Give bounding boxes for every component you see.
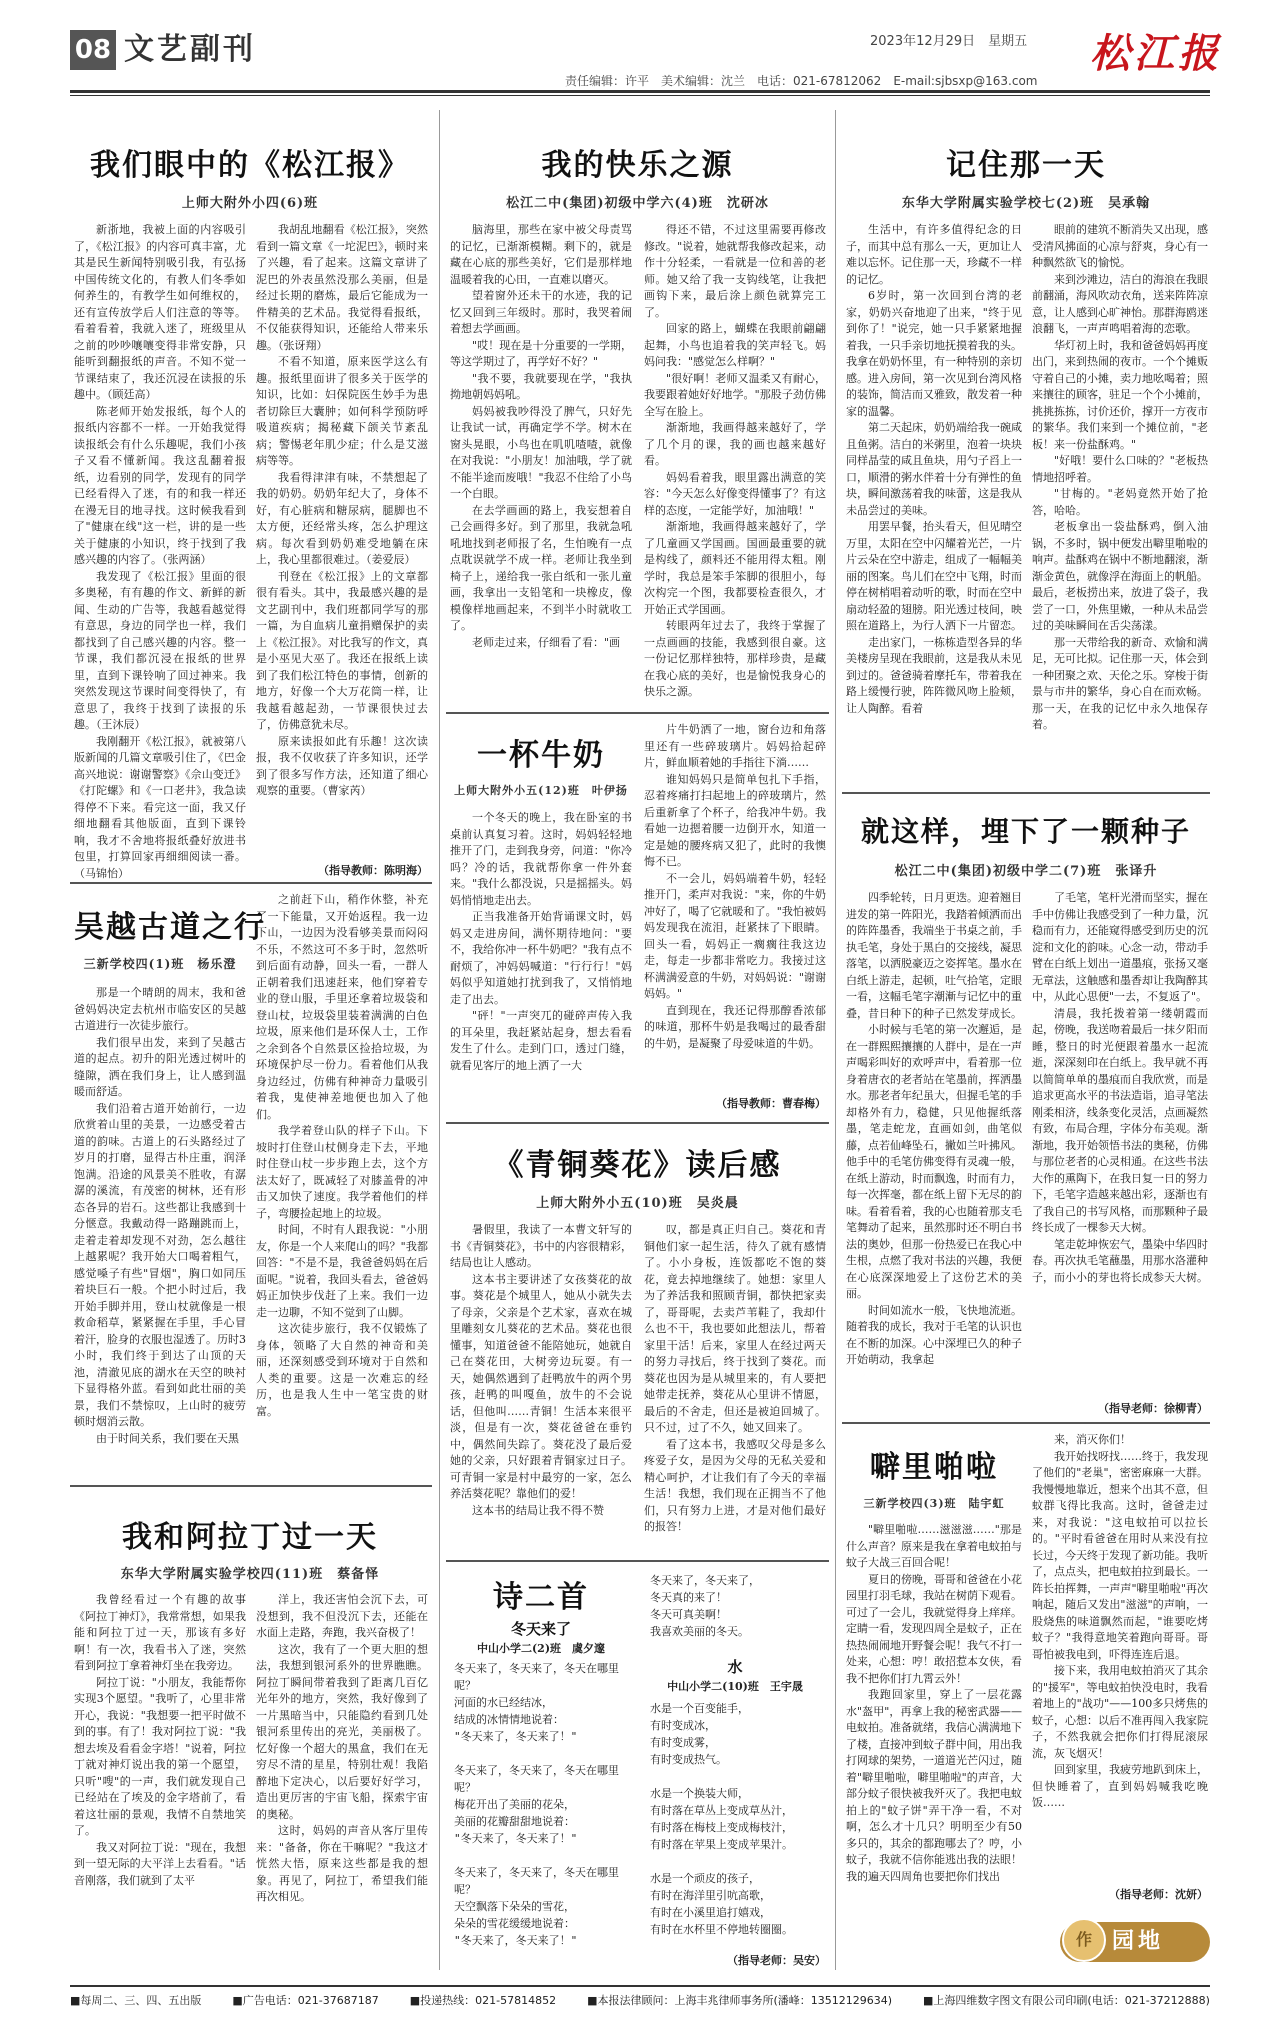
paragraph: 清晨，我托拨着第一缕朝霞而起，傍晚，我送吻着最后一抹夕阳而睡，整日的时光便跟着墨水一起流逝，深深刻印在白纸上。我早就不再以简简单单的墨痕而自我欣赏，而是追求更高水平的书法造诣，追寻笔法刚柔相济，线条变化灵活，点画凝然有致，布局合理，字体分布美观。渐渐地，我开始领悟书法的奥秘，仿佛与那位老者的心灵相通。在这些书法大作的熏陶下，在我日复一日的努力下，毛笔字造越来越出彩，逐渐也有了我自己的书写风格，而那颗种子最终长成了一棵参天大树。 bbox=[1032, 1006, 1208, 1234]
paragraph: 我曾经看过一个有趣的故事《阿拉丁神灯》，我常常想，如果我能和阿拉丁过一天，那该有多好啊！有一次，我看书入了迷，突然看到阿拉丁拿着神灯坐在我旁边。 bbox=[74, 1593, 246, 1672]
paragraph: 生活中，有许多值得纪念的日子，而其中总有那么一天，更加让人难以忘怀。记住那一天，珍藏不一样的记忆。 bbox=[846, 223, 1022, 286]
paragraph: 回家的路上，蝴蝶在我眼前翩翩起舞，小鸟也追着我的笑声轻飞。妈妈问我："感觉怎么样啊？" bbox=[644, 322, 826, 368]
paragraph: 来，消灭你们！ bbox=[1054, 1433, 1131, 1446]
article-body bbox=[450, 222, 632, 702]
paragraph: 一个冬天的晚上，我在卧室的书桌前认真复习着。这时，妈妈轻轻地推开了门，走到我身旁，问道："你冷吗？冷的话，我就帮你拿一件外套来。"我什么都没说，只是摇摇头。妈妈悄悄地走出去。 bbox=[450, 811, 632, 907]
paragraph: 眼前的建筑不断消失又出现，感受清风拂面的心凉与舒爽，身心有一种飘然欲飞的愉悦。 bbox=[1032, 223, 1208, 269]
paragraph: 用罢早餐，抬头看天，但见晴空万里，太阳在空中闪耀着光芒，一片片云朵在空中游走，组成了一幅幅美丽的图案。鸟儿们在空中飞翔，时而停在树梢唱着动听的歌，时而在空中扇动轻盈的翅膀。阳光透过枝间，映照在道路上，为行人洒下一片留恋。 bbox=[846, 520, 1022, 632]
paragraph: 不一会儿，妈妈端着牛奶，轻轻推开门，柔声对我说："来，你的牛奶冲好了，喝了它就暖和了。"我怕被妈妈发现我在流泪，赶紧抹了下眼睛。回头一看，妈妈正一瘸瘸往我这边走，每走一步都非常吃力。我接过这杯满满爱意的牛奶，对妈妈说："谢谢妈妈。" bbox=[644, 871, 826, 1000]
paragraph: 我们沿着古道开始前行，一边欣赏着山里的美景，一边感受着古道的韵味。古道上的石头路经过了岁月的打磨，显得古朴庄重，润泽饱满。沿途的风景美不胜收，有潺潺的溪流，有茂密的树林，还有形态各异的岩石。这些都让我感到十分惬意。我戴动得一路蹦跳而上，走着走着却发现不对劲，怎么越往上越累呢？我开始大口喝着粗气，感觉嗓子有些"冒烟"，胸口如同压着块巨石一般。个把小时过后，我开始手脚并用，登山杖就像是一根救命稻草，紧紧握在手里，手心冒着汗，脸身的衣服也湿透了。历时3小时，我们终于到达了山顶的天池，清澈见底的湖水在天空的映衬下显得格外蓝。看到如此壮丽的美景，我们不禁惊叹，上山时的疲劳顿时烟消云散。 bbox=[74, 1101, 246, 1428]
paragraph: 老师走过来，仔细看了看："画 bbox=[472, 635, 621, 649]
article-title: 《青铜葵花》读后感 bbox=[493, 1148, 782, 1183]
teacher-credit: （指导老师：吴安） bbox=[727, 1954, 826, 1967]
paragraph: 老板拿出一袋盐酥鸡，倒入油锅，不多时，锅中便发出噼里啪啦的响声。盐酥鸡在锅中不断地翻滚，渐渐金黄色，就像浮在海面上的帆船。最后，老板捞出来，放进了袋子，我尝了一口，外焦里嫩，一种从未品尝过的美味瞬间在舌尖荡漾。 bbox=[1032, 520, 1208, 632]
paragraph: 脑海里，那些在家中被父母责骂的记忆，已渐渐模糊。剩下的，就是藏在心底的那些美好，它们是那样地温暖着我的心田，一直难以磨灭。 bbox=[450, 223, 632, 286]
paragraph: 时间如流水一般，飞快地流逝。随着我的成长，我对于毛笔的认识也在不断的加深。心中深埋已久的种子开始萌动，我拿起 bbox=[846, 1303, 1022, 1366]
garden-label: 园地 bbox=[1112, 1928, 1165, 1954]
paragraph: 第二天起床，奶奶端给我一碗咸且鱼粥。洁白的米粥里，泡着一块块同样晶莹的咸且鱼块，用勺子舀上一口，顺滑的粥水伴着十分有弹性的鱼块，瞬间激荡着我的味蕾，这是我从未品尝过的美味。 bbox=[846, 421, 1022, 517]
article-body bbox=[846, 1522, 1022, 1972]
article-body bbox=[644, 1222, 826, 1552]
paragraph: 时间，不时有人跟我说："小朋友，你是一个人来爬山的吗？"我都回答："不是不是，我爸爸妈妈在后面呢。"说着，我回头看去，爸爸妈妈正加快步伐赶了上来。我们一边走一边聊，不知不觉到了山脚。 bbox=[256, 1223, 428, 1319]
article-body bbox=[1032, 1432, 1208, 1882]
paragraph: 四季轮转，日月更迭。迎着翘目进发的第一阵阳光，我踏着倾洒而出的阵阵墨香，我端坐于书桌之前，手执毛笔，身处于黑白的交接线，凝思落笔，以洒脱豪迈之姿挥笔。墨水在白纸上游走，起顿，吐气拾笔，定眼一看，这幅毛笔字潮漸与记忆中的重叠，昔日种下的种子已然发芽成长。 bbox=[846, 891, 1022, 1020]
article-byline: 东华大学附属实验学校七(2)班 吴承翰 bbox=[901, 196, 1151, 211]
paragraph: 我学着登山队的样子下山。下坡时打住登山杖侧身走下去，平地时住登山杖一步步跑上去，这个方法太好了，既减轻了对膝盖骨的冲击又加快了速度。我学着他们的样子，弯腰捡起地上的垃圾。 bbox=[256, 1124, 428, 1220]
paragraph: 小时候与毛笔的第一次邂逅，是在一群熙熙攘攘的人群中，是在一声声喝彩叫好的欢呼声中，看着那一位身着唐衣的老者站在笔墨前，挥洒墨水。那老者年纪虽大，但握毛笔的手却格外有力，稳健，只见他握纸落墨，笔走蛇龙，直画如剑，曲笔似藤，点若仙峰坠石，撇如兰叶拂风。他手中的毛笔仿佛变得有灵魂一般，在纸上游动，时而飘逸，时而有力，每一次挥毫，都在纸上留下无尽的韵味。看着看着，我的心也随着那支毛笔舞动了起来，虽然那时还不明白书法的奥妙，但那一份热爱已在我心中生根，点燃了我对书法的兴趣，我便在心底深深地爱上了这份艺术的美丽。 bbox=[846, 1023, 1022, 1300]
paragraph: 那一天带给我的新奇、欢愉和满足，无可比拟。记住那一天，体会到一种团聚之欢、天伦之乐。穿梭于街景与市井的繁华，身心自在而欢畅。那一天，在我的记忆中永久地保存着。 bbox=[1032, 635, 1208, 731]
article-body bbox=[644, 722, 826, 1092]
paragraph: 阿拉丁说："小朋友，我能帮你实现3个愿望。"我听了，心里非常开心，我说："我想要一把平时做不到的事。有了！我对阿拉丁说："我想去埃及看看金字塔！"说着，阿拉丁就对神灯说出我的第一个愿望，只听"嗖"的一声，我们就发现自己已经站在了埃及的金字塔前了，看着这壮丽的景观，我情不自禁地笑了。 bbox=[74, 1675, 246, 1837]
paragraph: 我们很早出发，来到了吴越古道的起点。初升的阳光透过树叶的缝隙，洒在我们身上，让人感到温暖而舒适。 bbox=[74, 1035, 246, 1098]
footer-item: ■上海四维数字图文有限公司印刷(电话：021-37212888) bbox=[923, 1994, 1210, 2007]
column-name: 文艺副刊 bbox=[124, 32, 256, 67]
footer-bar bbox=[70, 1985, 1210, 2009]
paragraph: 这次，我有了一个更大胆的想法，我想到银河系外的世界瞧瞧。阿拉丁瞬间带着我到了距离几百亿光年外的地方，突然，我好像到了一片黑暗当中，只能隐约看到几处银河系里传出的亮光，美丽极了。忆好像一个超大的黑盒，我们在无穷尽不清的星星，特别壮观！我陷醉地下定决心，以后要好好学习，造出更厉害的宇宙飞船，探索宇宙的奥秘。 bbox=[256, 1642, 428, 1821]
article-body bbox=[256, 892, 428, 1475]
paragraph: 转眼两年过去了，我终于掌握了一点画画的技能，我感到很自豪。这一份记忆那样独特，那样珍贵，是藏在我心底的美好，也是愉悦我身心的快乐之源。 bbox=[644, 619, 826, 698]
section-rule bbox=[70, 1485, 432, 1487]
paragraph: 6岁时，第一次回到台湾的老家，奶奶兴奋地迎了出来，"终于见到你了！"说完，她一只手紧紧地握着我，一只手亲切地抚摸着我的头。我拿在奶奶怀里，有一种特别的亲切感。进入房间，第一次见到台湾风格的装饰，简洁而又雅致，散发着一种家的温馨。 bbox=[846, 289, 1022, 418]
paragraph: 正当我准备开始背诵课文时，妈妈又走进房间，满怀期待地问："要不，我给你冲一杯牛奶吧？"我有点不耐烦了，冲妈妈喊道："行行行！"妈妈似乎知道她打扰到我了，又悄悄地走了出去。 bbox=[450, 910, 632, 1006]
paragraph: 片牛奶洒了一地，窗台边和角落里还有一些碎玻璃片。妈妈拾起碎片，鲜血顺着她的手指往下淌…… bbox=[644, 723, 826, 769]
article-title: 记住那一天 bbox=[946, 148, 1106, 183]
article-body bbox=[256, 222, 428, 862]
paragraph: 叹，都是真正归自己。葵花和青铜他们家一起生活，待久了就有感情了。小小身板，连饭都吃不饱的葵花，竟去掉地继续了。她想：家里人为了养活我和照顾青铜，都快把家卖了，哥哥呢，去卖芦苇鞋了，我却什么也不干，我也要如此想法儿，帮着家里干活！后来，家里人在经过两天的努力寻找后，终于找到了葵花。而葵花也因为是从城里来的，有人要把她带走抚养，葵花从心里讲不情愿，最后的不舍走，但还是被迫回城了。只不过，过了不久，她又回来了。 bbox=[644, 1223, 826, 1434]
article-body bbox=[846, 222, 1022, 782]
paragraph: 洋上，我还害怕会沉下去，可没想到，我不但没沉下去，还能在水面上走路，奔跑，我兴奋极了！ bbox=[256, 1593, 428, 1639]
paragraph: "好哦！要什么口味的？"老板热情地招呼着。 bbox=[1032, 454, 1208, 484]
paragraph: 这本书主要讲述了女孩葵花的故事。葵花是个城里人，她从小就失去了母亲，父亲是个艺术家，喜欢在城里雕刻女儿葵花的艺术品。葵花也很懂事，知道爸爸不能陪她玩，她就自己在葵花田，大树旁边玩耍。有一天，她偶然遇到了赶鸭放牛的两个男孩，赶鸭的叫嘎鱼，放牛的不会说话，但他叫……青铜！生活本来很平淡，但是有一次，葵花爸爸在垂钓中，偶然间失踪了。葵花没了最后爱她的父亲，只好跟着青铜家过日子。可青铜一家是村中最穷的一家，怎么养活葵花呢？靠他们的爱！ bbox=[450, 1272, 632, 1500]
paragraph: "我不要，我就要现在学，"我执拗地朝妈妈吼。 bbox=[450, 371, 632, 401]
masthead-rule bbox=[70, 90, 1210, 93]
poem-author: 中山小学二(10)班 王宇晟 bbox=[667, 1680, 803, 1693]
paragraph: 暑假里，我读了一本曹文轩写的书《青铜葵花》，书中的内容很精彩，结局也让人感动。 bbox=[450, 1223, 632, 1269]
article-byline: 上师大附外小五(10)班 吴炎晨 bbox=[536, 1196, 739, 1211]
article-body bbox=[74, 1592, 246, 1972]
paragraph: 笔走乾坤恢宏气，墨染中华四时春。再次执毛笔蘸墨，用那水洛灌种子，而小小的芽也将长成参天大树。 bbox=[1032, 1237, 1208, 1284]
paragraph: 妈妈被我吵得没了脾气，只好先让我试一试，再确定学不学。树木在窗头晃眼，小鸟也在叽叽喳喳，就像在对我说："小朋友！加油哦，学了就不能半途而废哦！"我忍不住给了小鸟一个白眼。 bbox=[450, 404, 632, 500]
paragraph: 妈妈看着我，眼里露出满意的笑容："今天怎么好像变得懂事了？有这样的态度，一定能学好，加油哦！" bbox=[644, 470, 826, 517]
teacher-credit: （指导老师：徐柳青） bbox=[1098, 1402, 1208, 1415]
section-rule bbox=[70, 882, 432, 884]
paragraph: 了毛笔，笔杆光滑而坚实，握在手中仿佛让我感受到了一种力量，沉稳而有力，还能窥得感受到历史的沉淀和文化的韵味。心念一动，带动手臂在白纸上划出一道墨痕，张扬又毫无章法，这触感和墨香却让我陶醉其中，从此心思便"一去，不复返了"。 bbox=[1032, 891, 1208, 1003]
footer-item: ■本报法律顾问：上海丰兆律师事务所(潘峰：13512129634) bbox=[587, 1994, 893, 2007]
article-body bbox=[644, 222, 826, 702]
paragraph: 我跑回家里，穿上了一层花露水"盔甲"，再拿上我的秘密武器——电蚊拍。准备就绪，我信心满满地下了楼，直接冲到蚊子群中间，用出我打网球的架势，一道道光芒闪过，随着"噼里啪啦，噼里啪啦"的声音，大部分蚊子很快被我歼灭了。我把电蚊拍上的"蚊子饼"弄干净一看，不对啊，怎么才十几只？明明至少有50多只的，其余的都跑哪去了？哼，小蚊子，我就不信你能逃出我的法眼！我的遍天四周角也要把你们找出 bbox=[846, 1688, 1022, 1883]
article-title: 就这样，埋下了一颗种子 bbox=[860, 815, 1191, 848]
garden-seal-icon bbox=[1062, 1918, 1106, 1962]
article-title: 我的快乐之源 bbox=[541, 148, 734, 183]
article-byline: 上师大附外小五(12)班 叶伊扬 bbox=[454, 784, 628, 797]
page-number: 08 bbox=[70, 30, 116, 70]
paragraph: "甘梅的。"老妈竟然开始了抢答，哈哈。 bbox=[1032, 487, 1208, 517]
paragraph: 我开始找呀找……终于，我发现了他们的"老巢"，密密麻麻一大群。我慢慢地靠近，想来个出其不意，但蚊群飞得比我高。这时，爸爸走过来，对我说："这电蚊拍可以拉长的。"平时看爸爸在用时从来没有拉长过，今天终于发现了新功能。我听了，点点头，把电蚊拍拉到最长。一阵长拍挥舞，一声声"噼里啪啦"再次响起，随后又发出"滋滋"的声响，一股烧焦的味道飘然而起，"谁要吃烤蚊子？"我得意地笑着跑向哥哥。哥哥怕被我电到，吓得连连后退。 bbox=[1032, 1449, 1208, 1661]
column-rule bbox=[835, 110, 836, 1970]
article-body bbox=[256, 1592, 428, 1972]
issue-date: 2023年12月29日 星期五 bbox=[870, 34, 1028, 49]
paragraph: 接下来，我用电蚊拍消灭了其余的"援军"，等电蚊拍快没电时，我看着地上的"战功"——100多只烤焦的蚊子，心想：以后不准再闯入我家院子，不然我就会把你们打得屁滚尿流，灰飞烟灭！ bbox=[1032, 1664, 1208, 1760]
poems-title: 诗二首 bbox=[493, 1580, 589, 1615]
paragraph: 不看不知道，原来医学这么有趣。报纸里面讲了很多关于医学的知识，比如：妇保院医生妙手为患者切除巨大囊肿；如何科学预防呼吸道疾病；揭秘藏下颌关节紊乱病；警惕老年肌少症；什么是艾滋病等等。 bbox=[256, 355, 428, 467]
article-body bbox=[74, 985, 246, 1475]
masthead-rule bbox=[70, 95, 1210, 96]
article-body bbox=[74, 222, 246, 880]
footer-item: ■每周二、三、四、五出版 bbox=[70, 1994, 202, 2007]
paragraph: 华灯初上时，我和爸爸妈妈再度出门，来到热闹的夜市。一个个摊贩守着自己的小摊，卖力地吆喝着；照来攘往的顾客，驻足一个个小摊前，挑挑拣拣，讨价还价，撑开一方夜市的繁华。我们来到一个摊位前，"老板！来一份盐酥鸡。" bbox=[1032, 338, 1208, 451]
poem-lines: 水是一个百变能手， 有时变成冰， 有时变成雾， 有时变成热气。 水是一个换装大师， 有时落在草丛上变成草丛汁， 有时落在梅枝上变成梅枝汁， 有时落在苹果上变成苹果汁。 水是一个顽皮的孩子， 有时在海洋里引吭高歌， 有时在小溪里追打嬉戏， 有时在水杯里不停地转圈圈。 bbox=[650, 1702, 793, 1936]
paragraph: 谁知妈妈只是简单包扎下手指，忍着疼痛打扫起地上的碎玻璃片，然后重新拿了个杯子，给我冲牛奶。我看她一边摁着腰一边倒开水，知道一定是她的腰疼病又犯了，此时的我懊悔不已。 bbox=[644, 772, 826, 868]
article-byline: 松江二中(集团)初级中学六(4)班 沈研冰 bbox=[506, 196, 769, 211]
article-byline: 松江二中(集团)初级中学二(7)班 张译升 bbox=[894, 864, 1158, 879]
footer-item: ■投递热线：021-57814852 bbox=[409, 1994, 557, 2007]
editors-line: 责任编辑：许平 美术编辑：沈兰 电话：021-67812062 E-mail:sjbsxp@163.com bbox=[565, 74, 1038, 88]
section-rule bbox=[446, 712, 829, 714]
paragraph: "很好啊！老师又温柔又有耐心，我要跟着她好好地学。"那股子劲仿佛全写在脸上。 bbox=[644, 371, 826, 418]
paragraph: 这时，妈妈的声音从客厅里传来："备备，你在干嘛呢？"我这才恍然大悟，原来这些都是我的想象。再见了，阿拉丁，希望我们能再次相见。 bbox=[256, 1824, 428, 1903]
article-body bbox=[450, 810, 632, 1115]
poem-subtitle: 冬天来了 bbox=[510, 1620, 571, 1638]
paragraph: 我胡乱地翻看《松江报》，突然看到一篇文章《一坨泥巴》，顿时来了兴趣，看了起来。这篇文章讲了泥巴的外表虽然没那么美丽，但是经过长期的磨炼，最后它能成为一件精美的艺术品。我觉得看报纸，不仅能获得知识，还能给人带来乐趣。（张讶翔） bbox=[256, 223, 428, 352]
article-title: 我和阿拉丁过一天 bbox=[122, 1520, 378, 1555]
paragraph: 渐渐地，我画得越来越好了，学了几个月的课，我的画也越来越好看。 bbox=[644, 421, 826, 467]
section-rule bbox=[446, 1560, 829, 1562]
section-rule bbox=[842, 792, 1210, 794]
paragraph: 我刚翻开《松江报》，就被第八版新闻的几篇文章吸引住了，《巴金高兴地说：谢谢警察》《佘山变迁》《打陀螺》和《一口老井》，我急读得停不下来。看完这一面，我又仔细地翻看其他版面，直到下课铃响，我才不舍地将报纸叠好放进书包里，打算回家再细细阅读一番。（马锦怡） bbox=[74, 734, 246, 880]
paragraph: 陈老师开始发报纸，每个人的报纸内容都不一样。一开始我觉得读报纸会有什么乐趣呢，我们小孩子又看不懂新闻。我这乱翻着报纸，边看别的同学，发现有的同学已经看得入了迷，有的和我一样还在漫无目的地寻找。这时候我看到了"健康在线"这一栏，讲的是一些关于健康的小知识，终于找到了我感兴趣的内容了。（张两涵） bbox=[74, 404, 246, 566]
paragraph: 这本书的结局让我不得不赞 bbox=[472, 1503, 604, 1517]
paragraph: 在去学画画的路上，我妄想着自己会画得多好。到了那里，我就急吼吼地找到老师报了名，生怕晚有一点点耽误就学不成一样。老师让我坐到椅子上，递给我一张白纸和一张儿童画，我拿出一支铅笔和一块橡皮，像模像样地画起来，不到半小时就收工了。 bbox=[450, 503, 632, 632]
article-byline: 三新学校四(1)班 杨乐澄 bbox=[83, 957, 237, 971]
teacher-credit: （指导教师：陈明海） bbox=[318, 864, 428, 877]
paragraph: 直到现在，我还记得那醇香浓郁的味道，那杯牛奶是我喝过的最香甜的牛奶，是凝聚了母爱味道的牛奶。 bbox=[644, 1003, 826, 1050]
column-rule bbox=[439, 110, 440, 1970]
paragraph: 渐渐地，我画得越来越好了，学了几童画又学国画。国画最重要的就是构线了，颜料还不能用得太粗。刚学时，我总是笨手笨脚的很胆小，每次构完一个图，我都要检查很久，才开始正式学国画。 bbox=[644, 520, 826, 616]
article-byline: 东华大学附属实验学校四(11)班 蔡备怿 bbox=[120, 1567, 380, 1582]
paragraph: 望着窗外还未干的水迹，我的记忆又回到三年级时。那时，我哭着闹着想去学画画。 bbox=[450, 289, 632, 335]
paragraph: 走出家门，一栋栋造型各异的华美楼房呈现在我眼前，这是我从未见到过的。爸爸骑着摩托车，带着我在路上缓慢行驶，阵阵微风吻上脸颊，让人陶醉。看着 bbox=[846, 635, 1022, 715]
section-rule bbox=[842, 1422, 1210, 1424]
paragraph: "哎！现在是十分重要的一学期，等这学期过了，再学好不好？" bbox=[450, 338, 632, 368]
article-body bbox=[450, 1222, 632, 1552]
article-body bbox=[1032, 222, 1208, 782]
article-byline: 三新学校四(3)班 陆宇虹 bbox=[863, 1497, 1005, 1510]
paragraph: 回到家里，我疲劳地趴到床上，但快睡着了，直到妈妈喊我吃晚饭…… bbox=[1032, 1763, 1208, 1809]
paragraph: 我看得津津有味，不禁想起了我的奶奶。奶奶年纪大了，身体不好，有心脏病和糖尿病，腿脚也不太方便，还经常头疼，怎么护理这病。每次看到奶奶难受地躺在床上，我心里都很难过。（姜爱辰） bbox=[256, 470, 428, 566]
paragraph: "噼里啪啦……滋滋滋……"那是什么声音？原来是我在拿着电蚊拍与蚊子大战三百回合呢！ bbox=[846, 1523, 1022, 1569]
paragraph: 看了这本书，我感叹父母是多么疼爱子女，是因为父母的无私关爱和精心呵护，才让我们有了今天的幸福生活！我想，我们现在正拥当不了他们，只有努力上进，才是对他们最好的报答！ bbox=[644, 1437, 826, 1533]
teacher-credit: （指导教师：曹春梅） bbox=[716, 1097, 826, 1110]
article-body bbox=[846, 890, 1022, 1415]
paragraph: "砰！"一声突兀的碰碎声传入我的耳朵里，我赶紧站起身，想去看看发生了什么。走到门口，透过门缝，就看见客厅的地上洒了一大 bbox=[450, 1009, 632, 1072]
article-title: 我们眼中的《松江报》 bbox=[90, 148, 410, 183]
paragraph: 来到沙滩边，洁白的海浪在我眼前翻涌，海风吹动衣角，送来阵阵凉意，让人感到心旷神怡。那群海鸥迷浪翻飞，一声声鸣唱着海的恋歌。 bbox=[1032, 272, 1208, 335]
paragraph: 夏日的傍晚，哥哥和爸爸在小花园里打羽毛球，我站在树荫下观看。可过了一会儿，我就觉得身上痒痒。定睛一看，发现四周全是蚊子，正在热热闹闹地开野餐会呢！我气不打一处来，心想：哼！敢招惹本女侠，看我不把你们打九霄云外！ bbox=[846, 1572, 1022, 1685]
garden-seal-text: 作 bbox=[1075, 1930, 1092, 1949]
paragraph: 之前赶下山，稍作休整，补充了一下能量，又开始返程。我一边下山，一边因为没看够美景而闷闷不乐，不然这可不多于时，忽然听到后面有动静，回头一看，一群人正朝着我们迅速赶来，他们穿着专业的登山服，手里还拿着垃圾袋和登山杖，垃圾袋里装着满满的白色垃圾，原来他们是环保人士，工作之余到各个自然景区捡拾垃圾，为环境保护尽一份力。看着他们从我身边经过，仿佛有种神奇力量吸引着我，鬼使神差地便也加入了他们。 bbox=[256, 893, 428, 1121]
article-body bbox=[1032, 890, 1208, 1395]
poem-lines: 冬天来了，冬天来了， 冬天真的来了！ 冬天可真美啊！ 我喜欢美丽的冬天。 bbox=[650, 1574, 760, 1638]
paragraph: 新浙地，我被上面的内容吸引了，《松江报》的内容可真丰富，尤其是民生新闻特别吸引我，有弘扬中国传统文化的，有教人们冬季如何养生的，有教学生如何维权的，还有宣传放学后人们注意的等等。看着看着，我就入迷了，班级里从之前的吵吵嚷嚷变得非常安静，只能听到翻报纸的声音。不知不觉一节课结束了，我还沉浸在读报的乐趣中。（顾廷高） bbox=[74, 223, 246, 401]
teacher-credit: （指导老师：沈妍） bbox=[1109, 1888, 1208, 1901]
section-rule bbox=[446, 1122, 829, 1124]
article-title: 一杯牛奶 bbox=[477, 738, 605, 773]
paragraph: 我又对阿拉丁说："现在，我想到一望无际的大平洋上去看看。"话音刚落，我们就到了太平 bbox=[74, 1840, 246, 1887]
article-title: 吴越古道之行 bbox=[74, 910, 266, 945]
footer-item: ■广告电话：021-37687187 bbox=[232, 1994, 379, 2007]
article-title: 噼里啪啦 bbox=[870, 1450, 998, 1485]
paragraph: 原来读报如此有乐趣！这次读报，我不仅收获了许多知识，还学到了很多写作方法，还知道了细心观察的重要。（曹家芮） bbox=[256, 734, 428, 797]
paragraph: 由于时间关系，我们要在天黑 bbox=[96, 1431, 239, 1445]
newspaper-logo: 松江报 bbox=[1090, 30, 1222, 77]
paragraph: 刊登在《松江报》上的文章都很有看头。其中，我最感兴趣的是文艺副刊中，我们班都同学写的那一篇，为自血病儿童捐赠保护的卖上《松江报》。对比我写的作文，真是小巫见大巫了。我还在报纸上读到了我们松江特色的事情，创新的地方，好像一个大万花筒一样，让我越看越起劲，一节课很快过去了，仿佛意犹未尽。 bbox=[256, 569, 428, 731]
article-byline: 上师大附外小四(6)班 bbox=[181, 196, 319, 211]
poem-author: 中山小学二(2)班 虞夕邃 bbox=[476, 1642, 606, 1655]
paragraph: 得还不错，不过这里需要再修改修改。"说着，她就帮我修改起来，动作十分轻柔，一看就是一位和善的老师。她又给了我一支钩线笔，让我把画钩下来，最后涂上颜色就算完工了。 bbox=[644, 223, 826, 319]
poem-subtitle: 水 bbox=[727, 1658, 743, 1676]
paragraph: 我发现了《松江报》里面的很多奥秘，有有趣的作文、新鲜的新闻、生动的广告等，我越看越觉得有意思，身边的同学也一样，我们都找到了自己感兴趣的内容。整一节课，我们都沉浸在报纸的世界里，直到下课铃响了回过神来。我突然发现这节课时间变得快了，有意思了，我终于找到了读报的乐趣。（王沐辰） bbox=[74, 569, 246, 731]
paragraph: 那是一个晴朗的周末，我和爸爸妈妈决定去杭州市临安区的吴越古道进行一次徒步旅行。 bbox=[74, 986, 246, 1032]
paragraph: 这次徒步旅行，我不仅锻炼了身体，领略了大自然的神奇和美丽，还深刻感受到环境对于自然和人类的重要。这是一次难忘的经历，也是我人生中一笔宝贵的财富。 bbox=[256, 1322, 428, 1418]
poem-lines: 冬天来了，冬天来了，冬天在哪里呢？ 河面的水已经结冰， 结成的冰情情地说着： "冬天来了，冬天来了！" 冬天来了，冬天来了，冬天在哪里呢？ 梅花开出了美丽的花朵， 美丽的花瓣甜甜地说着： "冬天来了，冬天来了！" 冬天来了，冬天来了，冬天在哪里呢？ 天空飘落下朵朵的雪花， 朵朵的雪花缓缓地说着： "冬天来了，冬天来了！" bbox=[454, 1662, 619, 1947]
